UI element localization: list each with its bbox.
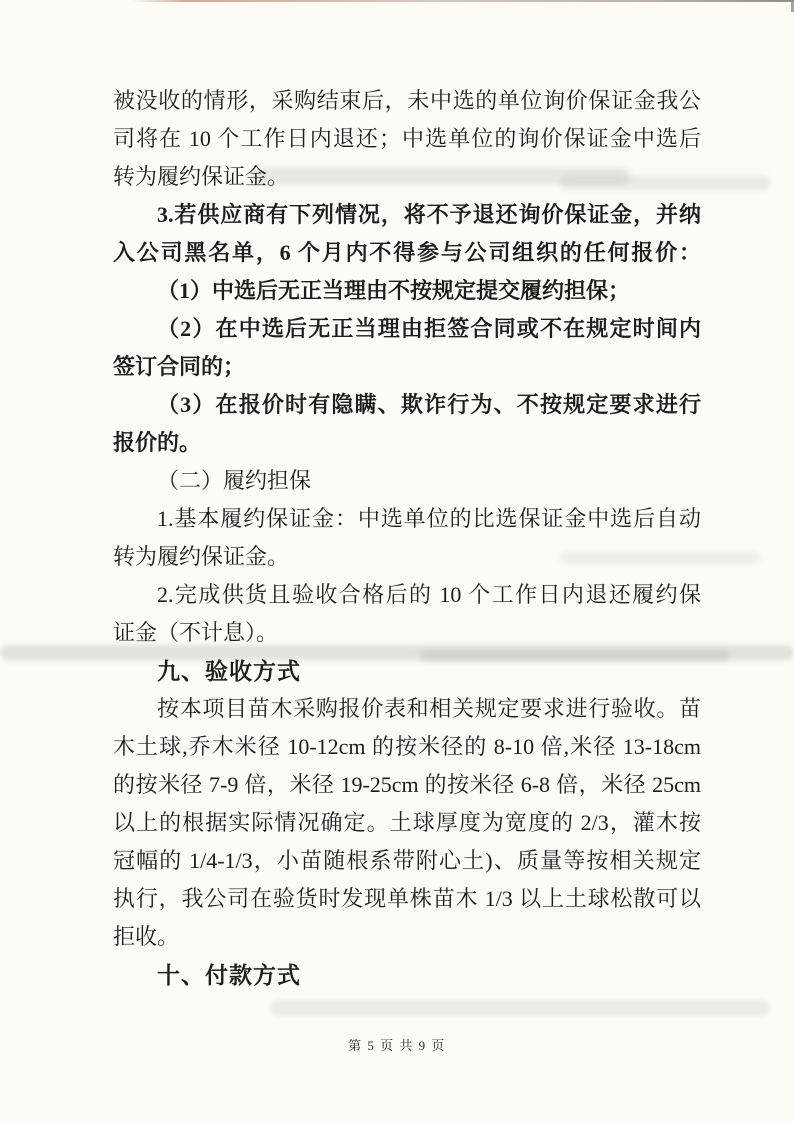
text-line: 司将在 10 个工作日内退还；中选单位的询价保证金中选后 [113,126,701,151]
text-line: 执行，我公司在验货时发现单株苗木 1/3 以上土球松散可以 [113,886,701,911]
document-body [113,82,701,994]
text-line: 被没收的情形，采购结束后，未中选的单位询价保证金我公 [113,88,701,113]
text-line: 证金（不计息）。 [113,620,279,645]
text-line: 1.基本履约保证金：中选单位的比选保证金中选后自动 [157,506,701,531]
text-line: 按本项目苗木采购报价表和相关规定要求进行验收。苗 [157,696,701,721]
text-line: （二）履约担保 [157,468,312,493]
page-number: 第 5 页 共 9 页 [348,1038,446,1053]
text-line: （3）在报价时有隐瞒、欺诈行为、不按规定要求进行 [157,392,701,417]
scan-artifact-top-edge [132,0,794,2]
text-line: 以上的根据实际情况确定。土球厚度为宽度的 2/3，灌木按 [113,810,701,835]
text-line: 转为履约保证金。 [113,544,290,569]
text-line: 转为履约保证金。 [113,164,290,189]
text-line: 冠幅的 1/4-1/3，小苗随根系带附心土)、质量等按相关规定 [113,848,701,873]
text-line: 报价的。 [113,430,202,455]
text-line: 2.完成供货且验收合格后的 10 个工作日内退还履约保 [157,582,701,607]
text-line: 入公司黑名单，6 个月内不得参与公司组织的任何报价： [113,240,701,265]
text-line: 签订合同的； [113,354,246,379]
text-line: （1）中选后无正当理由不按规定提交履约担保； [157,278,631,303]
text-line: 木土球,乔木米径 10-12cm 的按米径的 8-10 倍,米径 13-18cm [113,734,701,759]
heading-section-9-acceptance: 九、验收方式 [157,658,301,684]
text-line: 拒收。 [113,924,180,949]
text-line: （2）在中选后无正当理由拒签合同或不在规定时间内 [157,316,701,341]
heading-section-10-payment: 十、付款方式 [157,962,301,988]
text-line: 的按米径 7-9 倍，米径 19-25cm 的按米径 6-8 倍，米径 25cm [113,772,701,797]
scan-smudge [270,1000,770,1016]
text-line: 3.若供应商有下列情况，将不予退还询价保证金，并纳 [157,202,701,227]
